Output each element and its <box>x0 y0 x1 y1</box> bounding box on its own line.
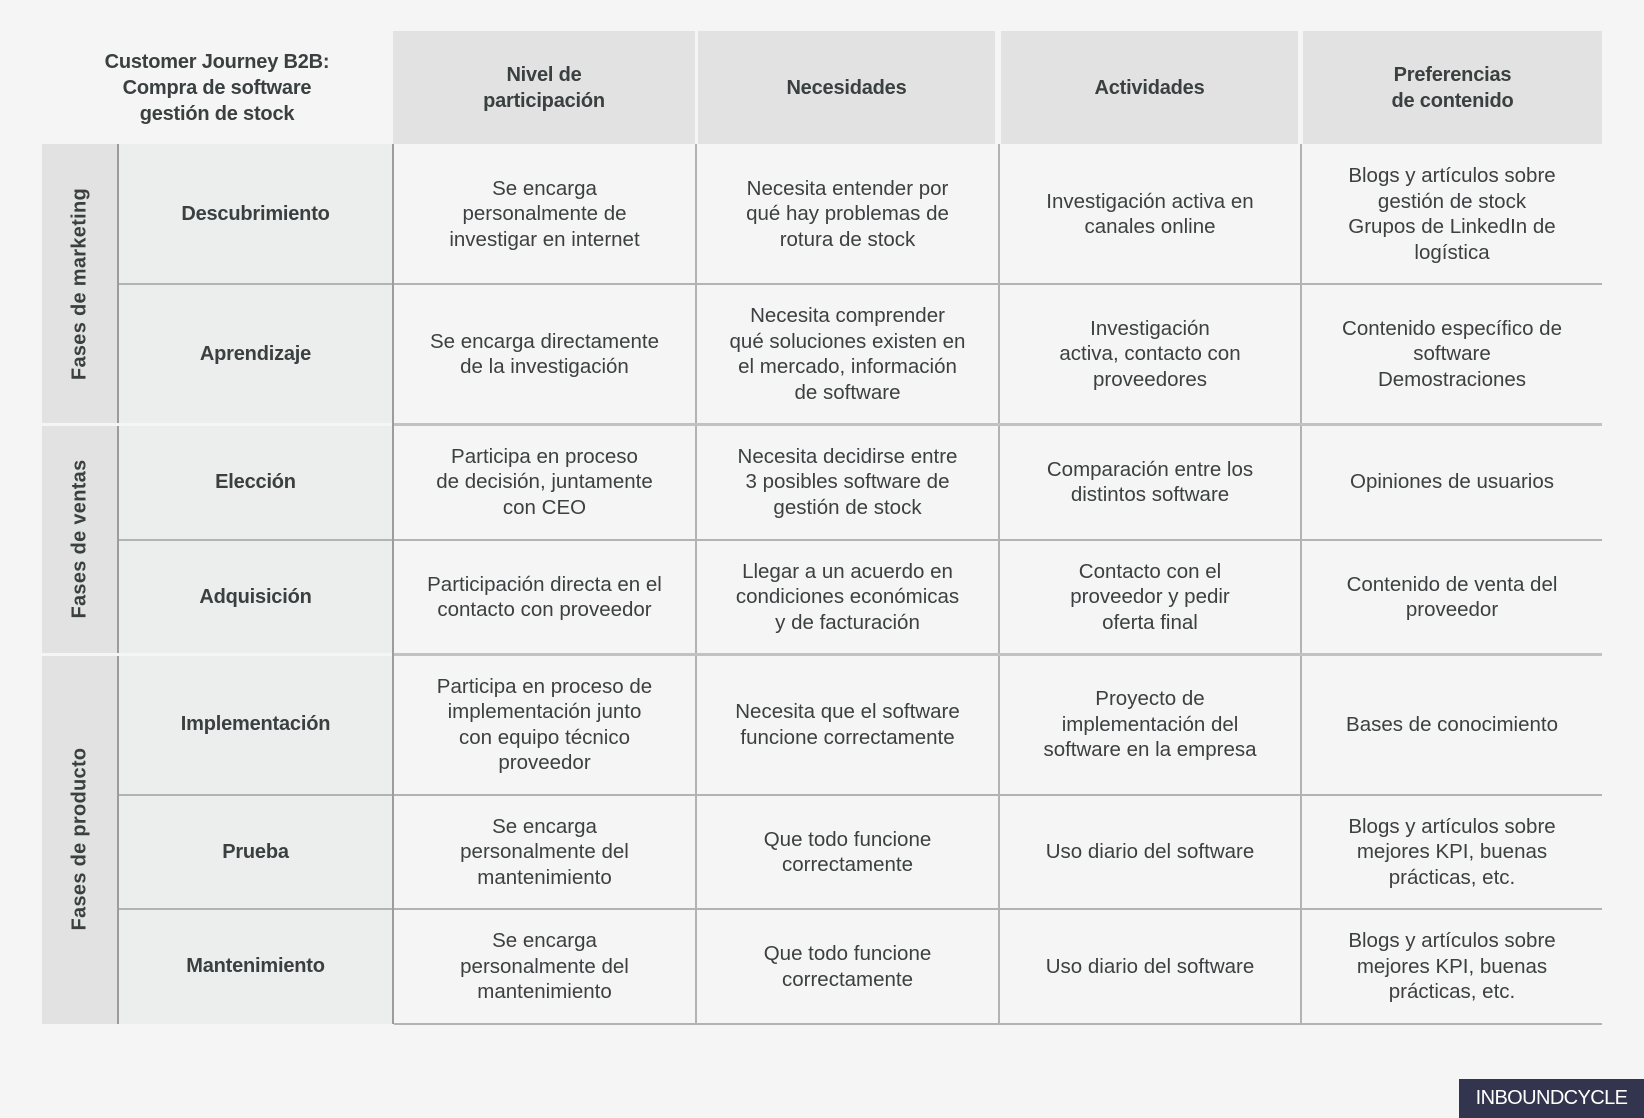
stage-label: Mantenimiento <box>186 955 325 977</box>
row-divider <box>394 539 1602 541</box>
column-header-label <box>786 75 906 101</box>
table-cell <box>697 284 998 424</box>
cell-text-line: proveedores <box>1093 367 1207 391</box>
column-header-line: Nivel de <box>506 63 582 86</box>
cell-text-line: mejores KPI, buenas <box>1356 840 1548 864</box>
table-cell <box>1302 540 1602 654</box>
phase-group <box>42 424 117 654</box>
stage-cell <box>119 424 392 540</box>
cell-text-line: Demostraciones <box>1377 367 1527 391</box>
table-cell <box>1000 909 1300 1024</box>
stage-label: Adquisición <box>199 585 312 608</box>
phase-column-divider <box>117 144 119 1024</box>
cell-text-line: proveedor <box>1405 598 1499 621</box>
stage-row-divider <box>119 283 392 285</box>
stage-cell <box>119 540 392 654</box>
table-cell <box>1000 284 1300 424</box>
cell-text-line: Participa en proceso de <box>436 674 653 698</box>
phase-label: Fases de producto <box>68 747 90 931</box>
row-divider <box>394 794 1602 796</box>
cell-text-line: prácticas, etc. <box>1388 865 1516 889</box>
cell-text-line: Necesita decidirse entre <box>737 444 958 468</box>
stage-label: Elección <box>215 470 296 493</box>
cell-text-line: con CEO <box>502 495 587 519</box>
stage-label: Aprendizaje <box>199 342 312 365</box>
cell-text-line: investigar en internet <box>449 227 640 251</box>
cell-text-line: personalmente de <box>462 202 627 226</box>
stage-row-divider <box>119 908 392 910</box>
cell-text-line: de la investigación <box>460 355 629 378</box>
cell-text-line: de decisión, juntamente <box>436 470 653 494</box>
cell-text-line: 3 posibles software de <box>745 470 950 494</box>
cell-text-line: Se encarga <box>492 814 597 838</box>
cell-text-line: mantenimiento <box>477 980 612 1004</box>
table-cell <box>697 795 998 909</box>
column-header <box>1001 31 1298 144</box>
table-cell <box>1000 654 1300 795</box>
cell-text-line: Bases de conocimiento <box>1346 712 1558 736</box>
cell-text-line: y de facturación <box>775 610 920 634</box>
table-cell <box>1302 909 1602 1024</box>
table-cell <box>1302 424 1602 540</box>
column-header-label <box>1094 75 1204 101</box>
title-line: Compra de software <box>122 76 312 99</box>
phase-gap <box>42 653 392 656</box>
cell-text-line: qué soluciones existen en <box>729 329 966 353</box>
table-cell <box>1000 144 1300 284</box>
cell-text-line: Uso diario del software <box>1045 954 1255 978</box>
table-cell <box>1302 284 1602 424</box>
cell-text-line: de software <box>794 380 901 404</box>
title-line: gestión de stock <box>139 102 295 125</box>
column-header-line: de contenido <box>1391 89 1514 112</box>
cell-text-line: mejores KPI, buenas <box>1356 954 1548 978</box>
table-cell <box>697 909 998 1024</box>
column-divider <box>998 144 1000 1024</box>
table-cell <box>1302 144 1602 284</box>
table-cell <box>697 654 998 795</box>
table-cell <box>1302 795 1602 909</box>
cell-text-line: prácticas, etc. <box>1388 980 1516 1004</box>
cell-text-line: Comparación entre los <box>1046 457 1254 481</box>
cell-text-line: rotura de stock <box>779 227 916 251</box>
cell-text-line: Se encarga <box>492 929 597 953</box>
cell-text-line: personalmente del <box>460 840 629 864</box>
table-cell <box>697 424 998 540</box>
phase-label: Fases de ventas <box>68 459 90 619</box>
table-cell <box>1302 654 1602 795</box>
cell-text-line: logística <box>1414 240 1490 264</box>
cell-text-line: Necesita entender por <box>746 176 949 200</box>
table-cell <box>697 144 998 284</box>
table-cell <box>394 654 695 795</box>
cell-text-line: correctamente <box>781 967 914 991</box>
cell-text-line: personalmente del <box>460 954 629 978</box>
cell-text-line: implementación junto <box>447 700 642 723</box>
cell-text-line: Se encarga <box>492 176 597 200</box>
cell-text-line: condiciones económicas <box>735 585 960 609</box>
cell-text-line: Uso diario del software <box>1045 840 1255 864</box>
group-divider <box>394 653 1602 656</box>
phase-label: Fases de marketing <box>68 187 90 381</box>
cell-text-line: proveedor y pedir <box>1070 585 1230 609</box>
cell-text-line: Opiniones de usuarios <box>1350 470 1554 494</box>
cell-text-line: gestión de stock <box>1377 189 1527 213</box>
cell-text-line: Participación directa en el <box>427 572 662 596</box>
cell-text-line: Que todo funcione <box>763 942 932 965</box>
cell-text-line: distintos software <box>1070 483 1230 506</box>
stage-cell <box>119 284 392 424</box>
column-header <box>1303 31 1602 144</box>
stage-cell <box>119 144 392 284</box>
table-cell <box>394 284 695 424</box>
title-line: Customer Journey B2B: <box>104 50 330 73</box>
cell-text-line: Investigación <box>1090 316 1210 340</box>
cell-text-line: Proyecto de <box>1095 687 1205 711</box>
stage-label: Implementación <box>180 713 331 735</box>
column-header-label <box>1391 62 1513 114</box>
cell-text-line: mantenimiento <box>477 865 612 889</box>
stage-column-divider <box>392 144 394 1024</box>
cell-text-line: Contenido específico de <box>1342 316 1562 340</box>
cell-text-line: Investigación activa en <box>1046 189 1254 213</box>
cell-text-line: Necesita que el software <box>735 700 960 723</box>
cell-text-line: funcione correctamente <box>740 725 955 749</box>
table-cell <box>394 540 695 654</box>
cell-text-line: canales online <box>1084 215 1216 238</box>
stage-cell <box>119 654 392 795</box>
column-header-line: Actividades <box>1094 76 1205 99</box>
cell-text-line: con equipo técnico <box>459 725 630 749</box>
stage-cell <box>119 909 392 1024</box>
title-text <box>105 49 330 127</box>
cell-text-line: Blogs y artículos sobre <box>1348 814 1556 838</box>
inboundcycle-logo <box>1459 1079 1644 1118</box>
row-divider <box>394 1023 1602 1025</box>
cell-text-line: proveedor <box>498 751 591 774</box>
cell-text-line: Grupos de LinkedIn de <box>1348 215 1556 238</box>
column-header-line: Preferencias <box>1393 63 1512 86</box>
cell-text-line: activa, contacto con <box>1059 342 1241 366</box>
cell-text-line: qué hay problemas de <box>746 202 949 226</box>
cell-text-line: el mercado, información <box>738 355 957 378</box>
cell-text-line: Participa en proceso <box>451 444 638 468</box>
table-cell <box>697 540 998 654</box>
column-header-label <box>483 62 605 114</box>
table-cell <box>394 795 695 909</box>
cell-text-line: gestión de stock <box>773 495 922 519</box>
cell-text-line: Llegar a un acuerdo en <box>742 559 953 583</box>
table-cell <box>1000 795 1300 909</box>
stage-label: Prueba <box>222 840 289 863</box>
cell-text-line: Contacto con el <box>1078 559 1222 583</box>
cell-text-line: oferta final <box>1102 610 1198 634</box>
cell-text-line: software en la empresa <box>1043 738 1257 762</box>
stage-cell <box>119 795 392 909</box>
cell-text-line: Que todo funcione <box>763 827 932 851</box>
column-divider <box>695 144 697 1024</box>
table-cell <box>394 144 695 284</box>
stage-row-divider <box>119 794 392 796</box>
page-title <box>42 31 392 144</box>
column-header <box>393 31 695 144</box>
table-cell <box>394 909 695 1024</box>
phase-group <box>42 144 117 424</box>
column-divider <box>1300 144 1302 1024</box>
stage-label: Descubrimiento <box>181 202 330 225</box>
cell-text-line: Necesita comprender <box>750 304 945 327</box>
cell-text-line: Contenido de venta del <box>1346 572 1558 596</box>
phase-group <box>42 654 117 1024</box>
cell-text-line: Blogs y artículos sobre <box>1348 929 1556 953</box>
logo-text: INBOUNDCYCLE <box>1475 1087 1628 1109</box>
column-header-line: Necesidades <box>786 76 907 99</box>
cell-text-line: implementación del <box>1061 712 1239 736</box>
phase-gap <box>42 423 392 426</box>
table-cell <box>394 424 695 540</box>
cell-text-line: Blogs y artículos sobre <box>1348 164 1556 187</box>
cell-text-line: Se encarga directamente <box>429 329 660 353</box>
cell-text-line: correctamente <box>781 853 914 876</box>
column-header <box>698 31 995 144</box>
row-divider <box>394 908 1602 910</box>
stage-row-divider <box>119 539 392 541</box>
column-header-line: participación <box>483 89 605 112</box>
cell-text-line: software <box>1413 342 1491 366</box>
group-divider <box>394 423 1602 426</box>
table-cell <box>1000 424 1300 540</box>
table-cell <box>1000 540 1300 654</box>
cell-text-line: contacto con proveedor <box>437 598 652 621</box>
row-divider <box>394 283 1602 285</box>
